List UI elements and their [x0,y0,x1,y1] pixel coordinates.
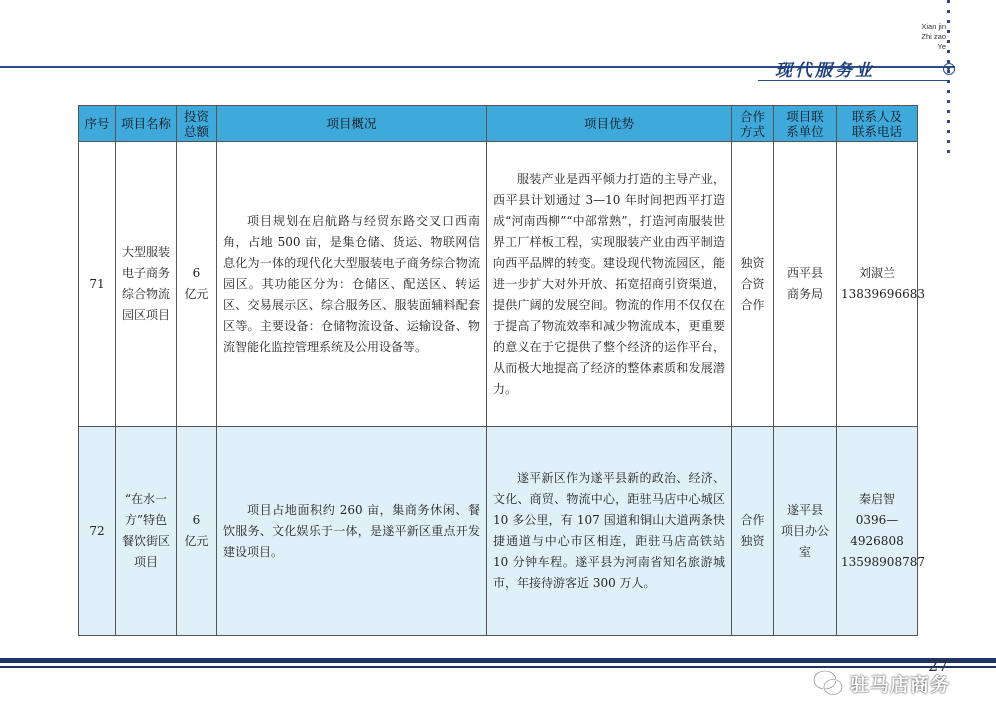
cell-no: 71 [79,142,116,427]
col-header-overview: 项目概况 [217,106,487,142]
cell-project-name: 大型服装电子商务综合物流园区项目 [116,142,177,427]
watermark-text: 驻马店商务 [850,673,951,696]
cell-cooperation-mode: 合作 独资 [732,427,774,636]
cell-investment: 6 亿元 [177,427,217,636]
col-header-advantage: 项目优势 [487,106,732,142]
table-row [79,427,918,636]
table-header-row [79,106,918,142]
cell-no: 72 [79,427,116,636]
col-header-no: 序号 [79,106,116,142]
col-header-unit: 项目联 系单位 [774,106,837,142]
target-icon [943,63,955,75]
page-number: 27 [928,656,949,675]
cell-advantage: 服装产业是西平倾力打造的主导产业，西平县计划通过 3—10 年时间把西平打造成“河南西柳”“中部常熟”，打造河南服装世界工厂样板工程，实现服装产业由西平制造向西平品牌的转变。建设现代物流园区，能进一步扩大对外开放、拓宽招商引资渠道，提供广阔的发展空间。物流的作用不仅仅在于提高了物流效率和减少物流成本，更重要的意义在于它提供了整个经济的运作平台，从而极大地提高了经济的整体素质和发展潜力。 [487,142,732,427]
col-header-name: 项目名称 [116,106,177,142]
col-header-contact: 联系人及 联系电话 [837,106,918,142]
cell-advantage: 遂平新区作为遂平县新的政治、经济、文化、商贸、物流中心，距驻马店中心城区 10 多公里，有 107 国道和铜山大道两条快捷通道与中心市区相连，距驻马店高铁站 10 分钟车程。遂平县为河南省知名旅游城市，年接待游客近 300 万人。 [487,427,732,636]
col-header-mode: 合作 方式 [732,106,774,142]
cell-contact-unit: 西平县 商务局 [774,142,837,427]
cell-overview: 项目规划在启航路与经贸东路交叉口西南角，占地 500 亩，是集仓储、货运、物联网信息化为一体的现代化大型服装电子商务综合物流园区。其功能区分为：仓储区、配送区、转运区、交易展示区、综合服务区、服装面辅料配套区等。主要设备：仓储物流设备、运输设备、物流智能化监控管理系统及公用设备等。 [217,142,487,427]
pinyin-caption: Xian jin Zhi zao Ye [921,22,946,51]
table-row [79,142,918,427]
section-title: 现代服务业 [775,61,875,81]
cell-cooperation-mode: 独资 合资 合作 [732,142,774,427]
cell-contact-unit: 遂平县 项目办公 室 [774,427,837,636]
watermark [812,663,950,703]
cell-overview: 项目占地面积约 260 亩，集商务休闲、餐饮服务、文化娱乐于一体，是遂平新区重点开发建设项目。 [217,427,487,636]
wechat-icon [812,667,844,699]
col-header-investment: 投资 总额 [177,106,217,142]
cell-contact-person: 秦启智 0396— 4926808 13598908787 [837,427,918,636]
cell-project-name: “在水一方”特色餐饮街区项目 [116,427,177,636]
cell-contact-person: 刘淑兰 13839696683 [837,142,918,427]
project-table [78,105,925,636]
cell-investment: 6 亿元 [177,142,217,427]
